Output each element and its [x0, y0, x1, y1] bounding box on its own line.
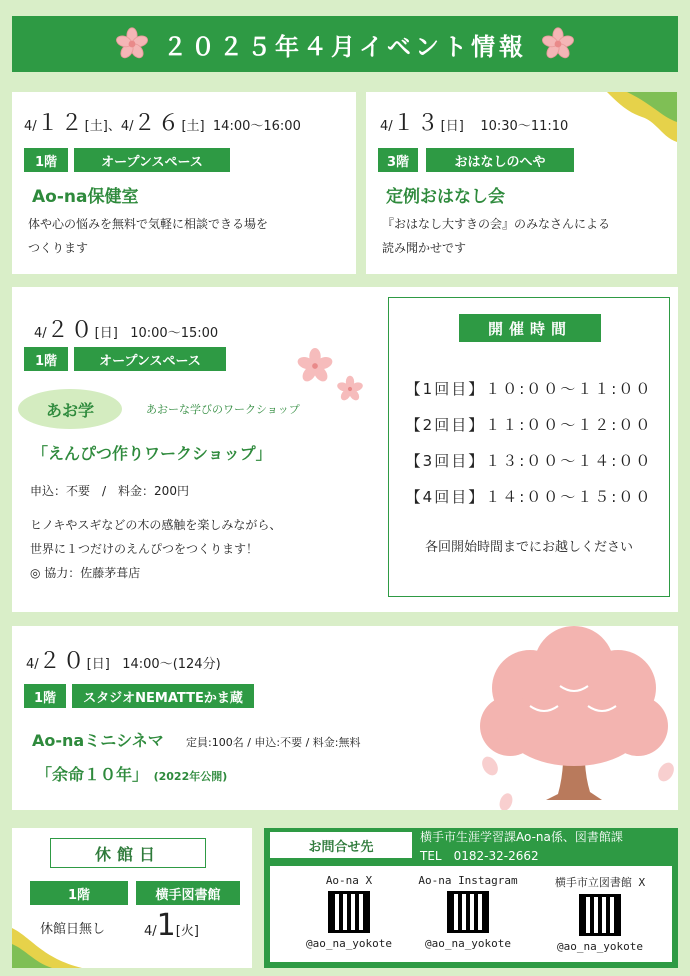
- event-details: 定員:100名 / 申込:不要 / 料金:無料: [186, 736, 361, 749]
- event-description: 『おはなし大すきの会』のみなさんによる 読み聞かせです: [382, 217, 611, 255]
- schedule-note: 各回開始時間までにお越しください: [424, 540, 633, 555]
- decorative-wave: [607, 92, 677, 142]
- closed-library-date: 4/1[火]: [144, 908, 199, 943]
- event-fee: 申込：不要 / 料金：200円: [30, 484, 189, 498]
- qr-library-x[interactable]: 横手市立図書館 X @ao_na_yokote: [554, 876, 646, 953]
- floor-tag: 1階: [24, 148, 68, 172]
- movie-title: 「余命１０年」 (2022年公開): [36, 765, 228, 784]
- event-title: Ao-na保健室: [32, 187, 139, 207]
- session-time: 【1回目】１０:００〜１１:００: [405, 380, 653, 398]
- closed-col-floor: 1階: [30, 881, 128, 905]
- event-card-health-room: [12, 92, 356, 274]
- event-date: 4/１２[土]、4/２６[土] 14:00〜16:00: [24, 111, 301, 136]
- cherry-blossom-icon: [296, 347, 334, 385]
- cherry-tree-illustration: [470, 626, 678, 810]
- closed-floor-value: 休館日無し: [40, 922, 106, 937]
- floor-tag: 1階: [24, 684, 66, 708]
- floor-tag: 3階: [378, 148, 418, 172]
- contact-org: 横手市生涯学習課Ao-na係、図書館課: [420, 830, 623, 844]
- closed-days-panel: [12, 828, 252, 968]
- event-title: 「えんぴつ作りワークショップ」: [32, 444, 272, 463]
- place-tag: オープンスペース: [74, 148, 230, 172]
- qr-code-icon: [447, 891, 489, 933]
- session-time: 【2回目】１１:００〜１２:００: [405, 416, 653, 434]
- event-card-mini-cinema: [12, 626, 678, 810]
- event-description: 体や心の悩みを無料で気軽に相談できる場を つくります: [28, 217, 269, 255]
- cherry-blossom-icon: [336, 375, 364, 403]
- session-time: 【4回目】１４:００〜１５:００: [405, 488, 653, 506]
- schedule-box: [388, 297, 670, 597]
- qr-ao-na-instagram[interactable]: Ao-na Instagram @ao_na_yokote: [418, 874, 518, 950]
- page-header: [12, 16, 678, 72]
- floor-tag: 1階: [24, 347, 68, 371]
- event-description: ヒノキやスギなどの木の感触を楽しみながら、 世界に１つだけのえんぴつをつくります！ ◎ 協力：佐藤茅葺店: [30, 518, 282, 580]
- qr-code-icon: [328, 891, 370, 933]
- event-subtitle: あおーな学びのワークショップ: [146, 403, 300, 416]
- closed-heading: 休館日: [50, 838, 206, 868]
- cherry-blossom-icon: [115, 27, 149, 61]
- place-tag: オープンスペース: [74, 347, 226, 371]
- speech-bubble: あお学: [18, 389, 122, 429]
- qr-ao-na-x[interactable]: Ao-na X @ao_na_yokote: [305, 874, 393, 950]
- event-title: 定例おはなし会: [386, 187, 505, 207]
- schedule-heading: 開催時間: [459, 314, 601, 342]
- qr-area: [270, 866, 672, 962]
- contact-label: お問合せ先: [270, 832, 412, 858]
- place-tag: おはなしのへや: [426, 148, 574, 172]
- session-time: 【3回目】１３:００〜１４:００: [405, 452, 653, 470]
- event-card-pencil-workshop: [12, 287, 678, 612]
- event-date: 4/２０[日] 14:00〜(124分): [26, 649, 221, 674]
- event-date: 4/１３[日] 10:30〜11:10: [380, 111, 569, 136]
- contact-panel: [264, 828, 678, 968]
- closed-col-library: 横手図書館: [136, 881, 240, 905]
- event-date: 4/２０[日] 10:00〜15:00: [34, 318, 219, 343]
- event-title: Ao-naミニシネマ: [32, 731, 164, 750]
- page-title: ２０２５年４月イベント情報: [163, 32, 527, 61]
- cherry-blossom-icon: [541, 27, 575, 61]
- qr-code-icon: [579, 894, 621, 936]
- contact-phone: TEL 0182-32-2662: [420, 849, 539, 863]
- place-tag: スタジオNEMATTEかま蔵: [72, 684, 254, 708]
- event-card-storytime: [366, 92, 677, 274]
